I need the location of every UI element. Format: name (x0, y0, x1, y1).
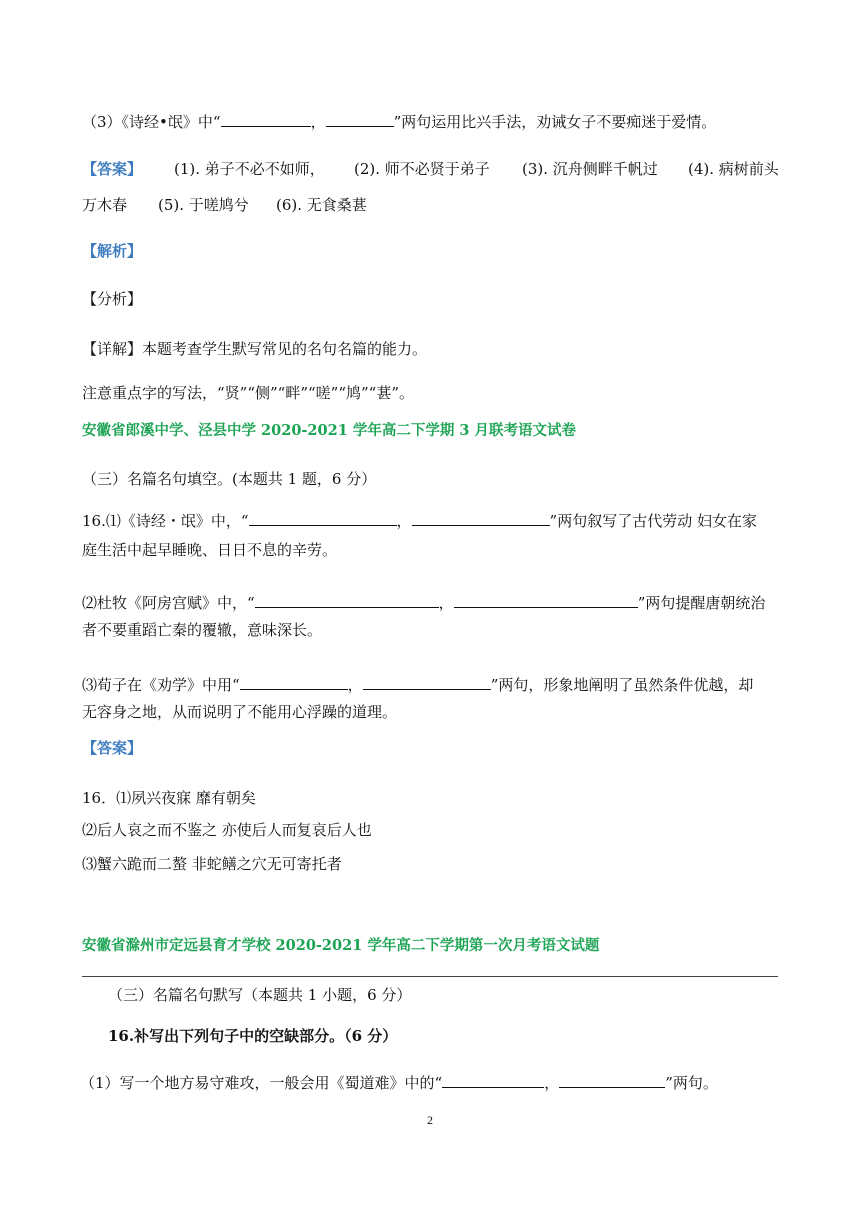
blank (326, 111, 394, 127)
source-title: 安徽省滁州市定远县育才学校 2020-2021 学年高二下学期第一次月考语文试题 (82, 937, 600, 954)
analysis-tag: 【解析】 (82, 242, 143, 260)
text: ， (310, 113, 326, 131)
question-16-2 (82, 592, 782, 613)
text: （1）写一个地方易守难攻，一般会用《蜀道难》中的“ (80, 1074, 443, 1092)
section-heading: （三）名篇名句填空。(本题共 1 题，6 分） (82, 470, 377, 488)
question-16-1 (82, 510, 782, 531)
divider (82, 976, 778, 977)
blank (221, 111, 311, 127)
blank (454, 592, 638, 608)
section-heading: （三）名篇名句默写（本题共 1 小题，6 分） (108, 986, 412, 1004)
answer-line: ⑵后人哀之而不鉴之 亦使后人而复哀后人也 (82, 821, 372, 839)
answer-item: (2). 师不必贤于弟子 (354, 160, 490, 178)
text: ， (347, 676, 363, 694)
detail-text: 【详解】本题考查学生默写常见的名句名篇的能力。 (82, 340, 428, 358)
blank (363, 674, 491, 690)
answer-item: (1). 弟子不必不如师， (174, 160, 325, 178)
text: 16.⑴《诗经・氓》中，“ (82, 512, 249, 530)
text: ”两句。 (665, 1074, 718, 1092)
question-16-3 (82, 674, 782, 695)
answer-item: (6). 无食桑葚 (276, 196, 367, 214)
answer-item: (3). 沉舟侧畔千帆过 (522, 160, 658, 178)
blank (249, 510, 397, 526)
question-16-title: 16.补写出下列句子中的空缺部分。（6 分） (108, 1027, 398, 1045)
source-title: 安徽省郎溪中学、泾县中学 2020-2021 学年高二下学期 3 月联考语文试卷 (82, 422, 577, 439)
text: ， (438, 594, 454, 612)
blank (559, 1072, 665, 1088)
question-16-3-cont: 无容身之地，从而说明了不能用心浮躁的道理。 (82, 703, 398, 721)
answer-item: (5). 于嗟鸠兮 (158, 196, 249, 214)
text: ， (544, 1074, 560, 1092)
text: （3）《诗经•氓》中“ (82, 113, 221, 131)
answer-item: 万木春 (82, 196, 128, 214)
text: ”两句叙写了古代劳动 妇女在家 (549, 512, 757, 530)
blank (442, 1072, 544, 1088)
question-1 (80, 1072, 780, 1093)
blank (412, 510, 550, 526)
text: ， (396, 512, 412, 530)
note-text: 注意重点字的写法，“贤”“侧”“畔”“嗟”“鸠”“葚”。 (82, 384, 415, 402)
page-number: 2 (427, 1113, 433, 1127)
answer-line: 16．⑴夙兴夜寐 靡有朝矣 (82, 789, 256, 807)
text: ”两句提醒唐朝统治 (637, 594, 766, 612)
answer-tag: 【答案】 (82, 160, 143, 178)
text: ”两句运用比兴手法，劝诫女子不要痴迷于爱情。 (393, 113, 717, 131)
text: ⑵杜牧《阿房宫赋》中，“ (82, 594, 255, 612)
answer-tag: 【答案】 (82, 739, 143, 757)
answer-line-2 (82, 195, 782, 215)
blank (255, 592, 439, 608)
fenxi-tag: 【分析】 (82, 290, 143, 308)
question-16-2-cont: 者不要重蹈亡秦的覆辙，意味深长。 (82, 621, 323, 639)
question-16-1-cont: 庭生活中起早睡晚、日日不息的辛劳。 (82, 541, 338, 559)
text: ⑶荀子在《劝学》中用“ (82, 676, 240, 694)
question-3-line (82, 111, 782, 132)
answer-item: (4). 病树前头 (688, 160, 779, 178)
text: ”两句，形象地阐明了虽然条件优越，却 (490, 676, 754, 694)
answer-line-1 (82, 159, 782, 179)
blank (240, 674, 348, 690)
answer-line: ⑶蟹六跪而二螯 非蛇鳝之穴无可寄托者 (82, 855, 342, 873)
